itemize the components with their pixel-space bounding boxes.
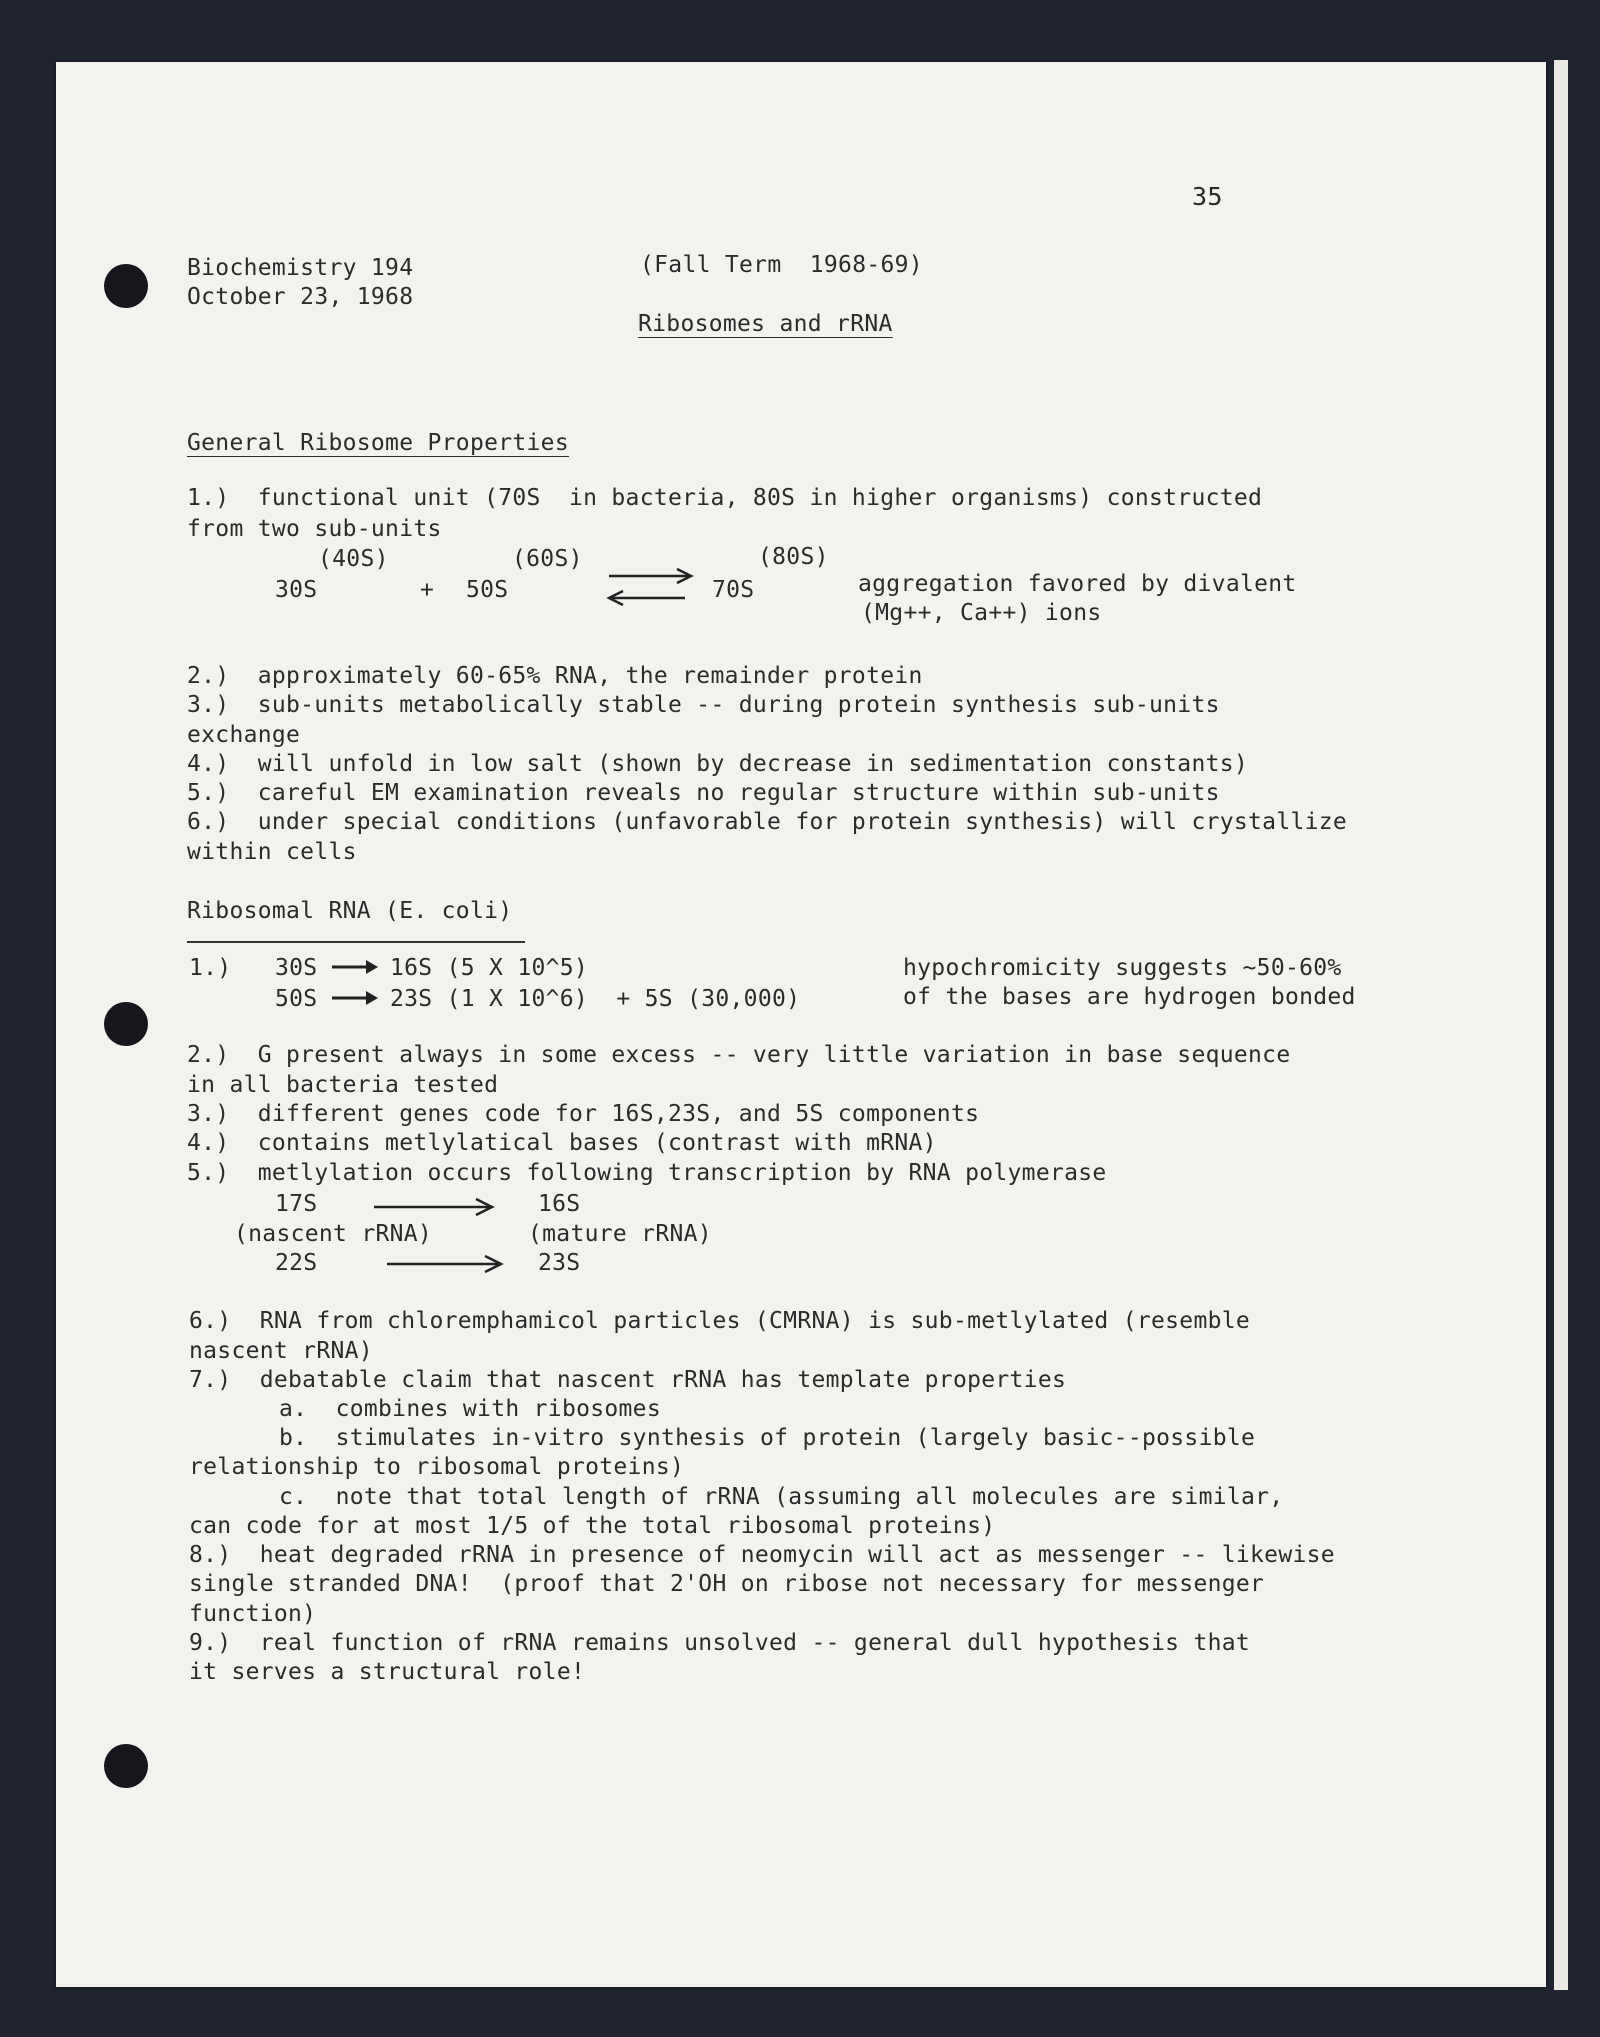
page-edge [1554,60,1568,1990]
s1-item5: 5.) careful EM examination reveals no regular structure within sub-units [187,780,1220,806]
arrow-17s-16s-icon [372,1195,502,1219]
s2-item8-cont1: single stranded DNA! (proof that 2'OH on ribose not necessary for messenger [189,1571,1265,1597]
s2-item7c-cont: can code for at most 1/5 of the total ribosomal proteins) [189,1513,996,1539]
term-label: (Fall Term 1968-69) [640,252,923,278]
s1-item6-cont: within cells [187,839,357,865]
m-nascent: (nascent rRNA) [234,1221,433,1247]
s2-item3: 3.) different genes code for 16S,23S, and 5S components [187,1101,980,1127]
s2-item6: 6.) RNA from chloremphamicol particles (CMRNA) is sub-metlylated (resemble [189,1308,1251,1334]
m-mature: (mature rRNA) [528,1221,712,1247]
r1-note-line2: of the bases are hydrogen bonded [903,984,1356,1010]
punch-hole-middle [104,1002,148,1046]
eq-60s: (60S) [512,546,583,572]
s2-item7a: a. combines with ribosomes [279,1396,661,1422]
m-16s: 16S [538,1191,581,1217]
eq-50s: 50S [466,577,509,603]
r1-16s-result: 16S (5 X 10^5) [390,955,589,981]
arrow-22s-23s-icon [385,1252,510,1276]
s1-item3: 3.) sub-units metabolically stable -- during protein synthesis sub-units [187,692,1220,718]
s2-item2: 2.) G present always in some excess -- very little variation in base sequence [187,1042,1291,1068]
s2-item7b: b. stimulates in-vitro synthesis of protein (largely basic--possible [279,1425,1256,1451]
s2-item7: 7.) debatable claim that nascent rRNA has template properties [189,1367,1067,1393]
s2-item8-cont2: function) [189,1601,317,1627]
r1-note-line1: hypochromicity suggests ~50-60% [903,955,1342,981]
s1-item3-cont: exchange [187,722,301,748]
s2-item9-cont: it serves a structural role! [189,1659,586,1685]
s2-item5: 5.) metlylation occurs following transcription by RNA polymerase [187,1160,1107,1186]
eq-40s: (40S) [318,546,389,572]
eq-30s: 30S [275,577,318,603]
s2-item8: 8.) heat degraded rRNA in presence of neomycin will act as messenger -- likewise [189,1542,1335,1568]
eq-note-line1: aggregation favored by divalent [858,571,1297,597]
s1-item6: 6.) under special conditions (unfavorable for protein synthesis) will crystallize [187,809,1348,835]
m-23s: 23S [538,1250,581,1276]
m-22s: 22S [275,1250,318,1276]
punch-hole-top [104,264,148,308]
r1-label: 1.) [189,955,232,981]
section-heading-underline [187,941,525,943]
s2-item4: 4.) contains metlylatical bases (contrast with mRNA) [187,1130,937,1156]
eq-plus: + [420,577,435,603]
eq-80s: (80S) [758,544,829,570]
paper-sheet [56,62,1546,1987]
s1-item2: 2.) approximately 60-65% RNA, the remainder protein [187,663,923,689]
eq-70s: 70S [712,577,755,603]
r1-50s: 50S [275,986,318,1012]
s2-item6-cont: nascent rRNA) [189,1338,373,1364]
section-heading-rrna: Ribosomal RNA (E. coli) [187,898,513,924]
s1-item1-line2: from two sub-units [187,516,442,542]
r1-23s-result: 23S (1 X 10^6) + 5S (30,000) [390,986,801,1012]
section-heading-general: General Ribosome Properties [187,430,569,456]
s1-item4: 4.) will unfold in low salt (shown by decrease in sedimentation constants) [187,751,1249,777]
punch-hole-bottom [104,1744,148,1788]
document-date: October 23, 1968 [187,284,414,310]
s1-item1-line1: 1.) functional unit (70S in bacteria, 80S in higher organisms) constructed [187,485,1263,511]
s2-item7b-cont: relationship to ribosomal proteins) [189,1454,685,1480]
s2-item7c: c. note that total length of rRNA (assuming all molecules are similar, [279,1484,1284,1510]
arrow-30s-icon [330,957,380,977]
course-name: Biochemistry 194 [187,255,414,281]
s2-item2-cont: in all bacteria tested [187,1072,499,1098]
page-number: 35 [1192,182,1223,211]
eq-note-line2: (Mg++, Ca++) ions [861,600,1102,626]
page-title: Ribosomes and rRNA [638,311,893,337]
m-17s: 17S [275,1191,318,1217]
arrow-50s-icon [330,988,380,1008]
equilibrium-arrows-icon [605,560,695,610]
r1-30s: 30S [275,955,318,981]
s2-item9: 9.) real function of rRNA remains unsolved -- general dull hypothesis that [189,1630,1251,1656]
